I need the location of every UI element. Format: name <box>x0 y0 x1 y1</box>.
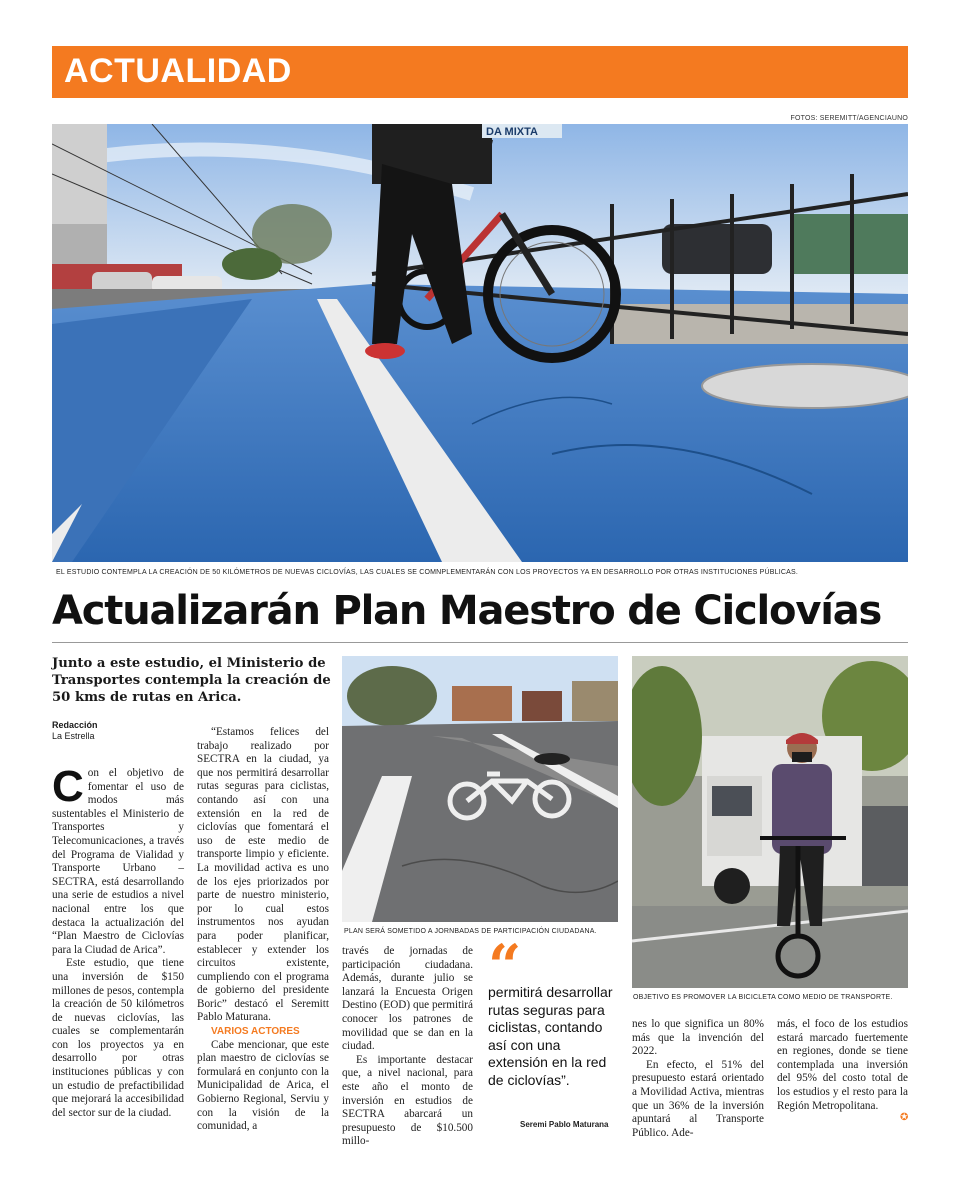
paragraph: nes lo que significa un 80% más que la invención del 2022. <box>632 1018 764 1058</box>
paragraph: través de jornadas de participación ciudadana. Además, durante julio se lanzará la Encuesta Origen Destino (EOD) que permitirá conocer los patrones de movilidad que se dan en la ciudad. <box>342 945 473 1053</box>
paragraph: “Estamos felices del trabajo realizado por SECTRA en la ciudad, ya que nos permitirá desarrollar rutas seguras para ciclistas, contando así con una extensión en la red de ciclovías que fomentará el uso de este medio de transporte limpio y eficiente. La movilidad activa es uno de los ejes priorizados por parte de nuestro ministerio, por lo cual estos instrumentos nos ayudan para poder planificar, establecer y extender los circuitos existente, cumpliendo con el programa de gobierno del presidente Boric” destacó el Seremitt Pablo Maturana. <box>197 726 329 1024</box>
paragraph: Cabe mencionar, que este plan maestro de ciclovías se formulará en conjunto con la Municipalidad de Arica, el Gobierno Regional, Serviu y con la visión de la comunidad, a <box>197 1038 329 1133</box>
article-headline: Actualizarán Plan Maestro de Ciclovías <box>52 588 882 634</box>
paragraph: más, el foco de los estudios estará marcado fuertemente en regiones, donde se tiene contemplada una inversión del 95% del costo total de los estudios y el resto para la Región Metropolitana. <box>777 1018 908 1112</box>
section-label: ACTUALIDAD <box>64 52 292 90</box>
byline-outlet: La Estrella <box>52 731 95 741</box>
street-sign-text: DA MIXTA <box>486 126 538 138</box>
bike-lane-photo <box>342 656 618 922</box>
bike-lane-illustration <box>342 656 618 922</box>
pull-quote <box>488 932 620 1089</box>
section-banner <box>52 46 908 98</box>
headline-divider <box>52 642 908 643</box>
body-column-5 <box>777 1018 908 1113</box>
pull-quote-author: Seremi Pablo Maturana <box>520 1120 609 1129</box>
bike-lane-photo-caption: PLAN SERÁ SOMETIDO A JORNBADAS DE PARTICIPACIÓN CIUDADANA. <box>344 928 597 935</box>
paragraph: Este estudio, que tiene una inversión de $150 millones de pesos, contempla la creación de 50 kilómetros de nuevas ciclovías, las cuales se complementarán con los proyectos ya en desarrollo por otras instituciones públicas y con un estudio de prefactibilidad que mejorará la accesibilidad del sector sur de la ciudad. <box>52 957 184 1119</box>
photo-credit: FOTOS: SEREMITT/AGENCIAUNO <box>790 115 908 122</box>
paragraph: En efecto, el 51% del presupuesto estará orientado a Movilidad Activa, mientras que un 36% de la inversión apuntará al Transporte Público. Ade- <box>632 1058 764 1139</box>
article-lead: Junto a este estudio, el Ministerio de Transportes contempla la creación de 50 kms de rutas en Arica. <box>52 656 331 705</box>
article-end-icon: ✪ <box>900 1112 909 1123</box>
byline <box>52 720 98 742</box>
byline-author: Redacción <box>52 720 98 730</box>
cyclist-illustration <box>632 656 908 988</box>
main-photo-caption: EL ESTUDIO CONTEMPLA LA CREACIÓN DE 50 KILÓMETROS DE NUEVAS CICLOVÍAS, LAS CUALES SE COMNPLEMENTARÁN CON LOS PROYECTOS YA EN DESARROLLO POR OTRAS INSTITUCIONES PÚBLICAS. <box>56 569 799 576</box>
quote-mark: “ <box>488 932 522 1000</box>
body-column-3 <box>342 945 473 1149</box>
pull-quote-text: permitirá desarrollar rutas seguras para ciclistas, contando así con una extensión en la red de ciclovías”. <box>488 984 613 1088</box>
paragraph: Es importante destacar que, a nivel nacional, para este año el monto de inversión en estudios de SECTRA abarcará un presupuesto de $10.500 millo- <box>342 1053 473 1148</box>
body-column-2 <box>197 726 329 1134</box>
body-column-4 <box>632 1018 764 1140</box>
main-photo <box>52 124 908 562</box>
subhead-varios-actores: VARIOS ACTORES <box>211 1026 300 1038</box>
cyclist-photo <box>632 656 908 988</box>
drop-cap: C <box>52 762 84 811</box>
main-photo-illustration <box>52 124 908 562</box>
body-column-1 <box>52 762 184 1120</box>
paragraph: Con el objetivo de fomentar el uso de modos más sustentables el Ministerio de Transportes y Telecomunicaciones, a través del Programa de Vialidad y Transporte Urbano – SECTRA, está desarrollando una serie de estudios a nivel nacional entre los que destaca la actualización del “Plan Maestro de Ciclovías para la Ciudad de Arica”. <box>52 762 184 956</box>
cyclist-photo-caption: OBJETIVO ES PROMOVER LA BICICLETA COMO MEDIO DE TRANSPORTE. <box>633 994 893 1001</box>
